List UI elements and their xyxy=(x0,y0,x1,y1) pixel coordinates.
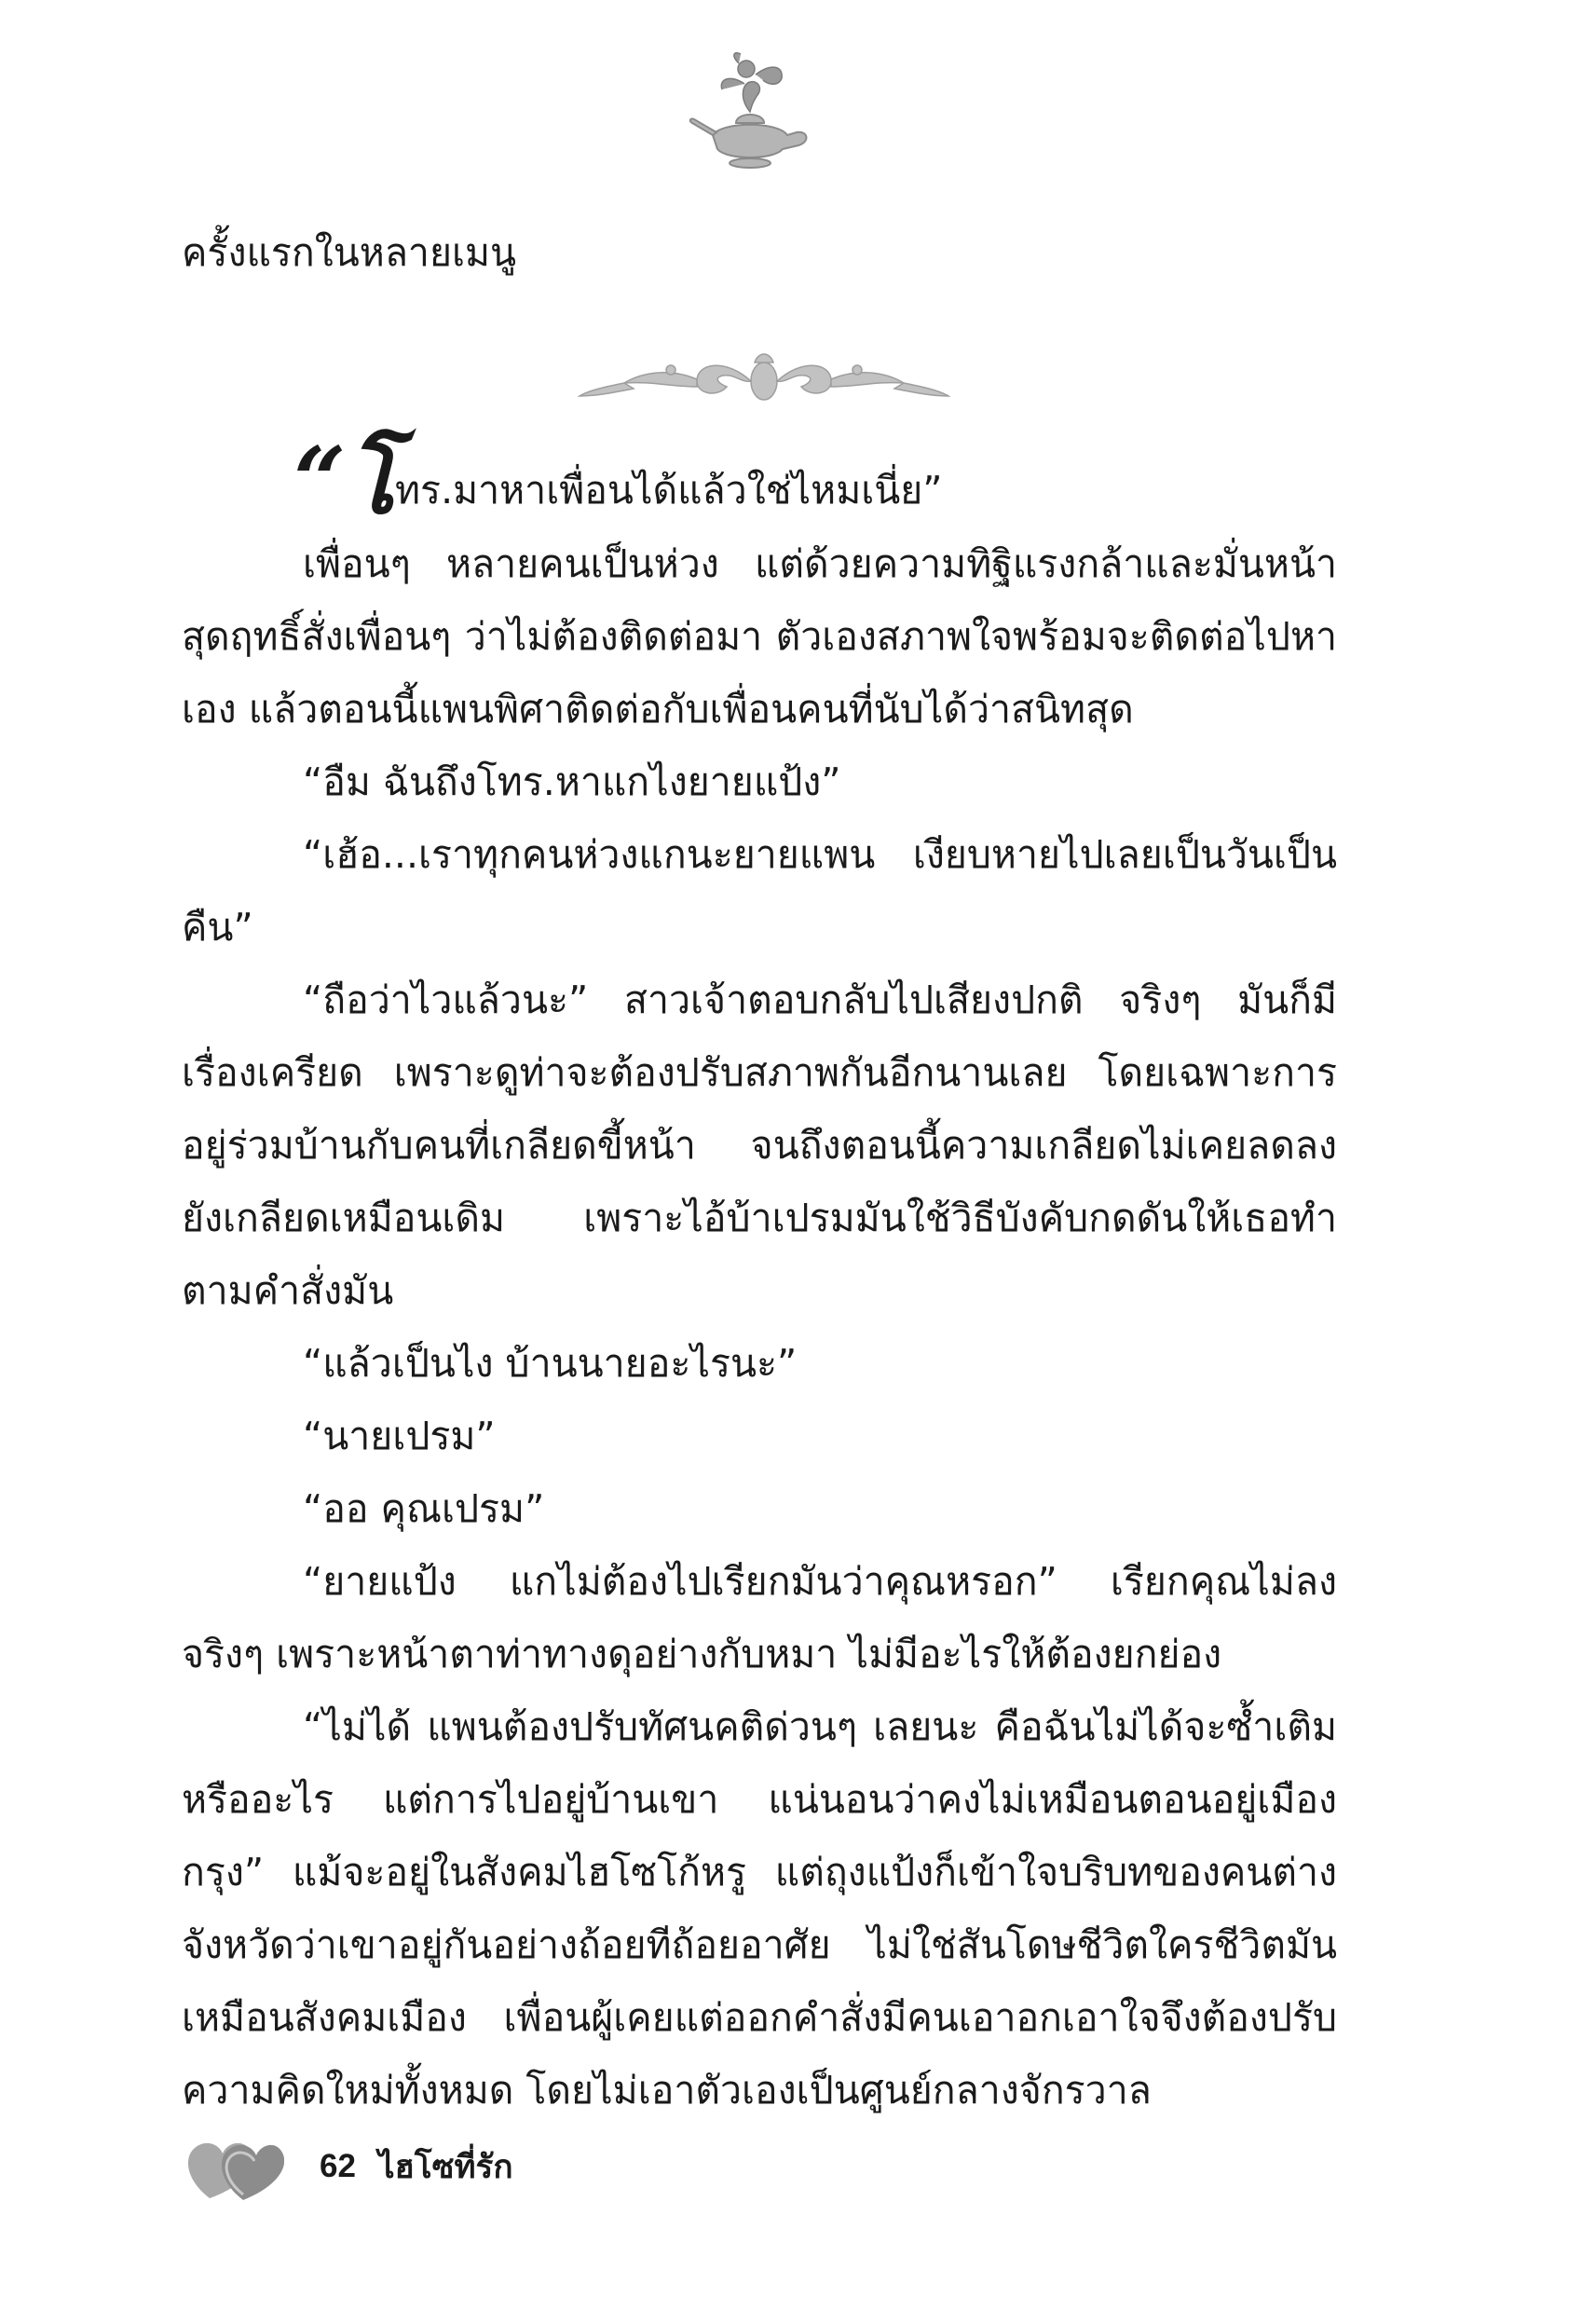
paragraph: “เฮ้อ...เราทุกคนห่วงแกนะยายแพน เงียบหายไปเลยเป็นวันเป็นคืน” xyxy=(182,832,1337,950)
paragraph-text: ทร.มาหาเพื่อนได้แล้วใช่ไหมเนี่ย” xyxy=(395,468,943,513)
paragraph: “ถือว่าไวแล้วนะ” สาวเจ้าตอบกลับไปเสียงปกติ จริงๆ มันก็มีเรื่องเครียด เพราะดูท่าจะต้องปรับสภาพกันอีกนานเลย โดยเฉพาะการอยู่ร่วมบ้านกับคนที่เกลียดขี้หน้า จนถึงตอนนี้ความเกลียดไม่เคยลดลง ยังเกลียดเหมือนเดิม เพราะไอ้บ้าเปรมมันใช้วิธีบังคับกดดันให้เธอทำตามคำสั่งมัน xyxy=(182,978,1337,1313)
paragraph: “ยายแป้ง แกไม่ต้องไปเรียกมันว่าคุณหรอก” เรียกคุณไม่ลงจริงๆ เพราะหน้าตาท่าทางดุอย่างกับหมา ไม่มีอะไรให้ต้องยกย่อง xyxy=(182,1559,1337,1676)
paragraph xyxy=(182,428,1337,535)
body-text xyxy=(182,428,1337,2126)
genie-lamp-icon xyxy=(685,47,815,177)
paragraph: “อืม ฉันถึงโทร.หาแกไงยายแป้ง” xyxy=(303,759,841,804)
continued-line: ครั้งแรกในหลายเมนู xyxy=(182,230,517,275)
book-title: ไฮโซที่รัก xyxy=(377,2148,513,2185)
hearts-icon xyxy=(182,2129,284,2204)
paragraph: “ออ คุณเปรม” xyxy=(303,1486,545,1531)
paragraph: “ไม่ได้ แพนต้องปรับทัศนคติด่วนๆ เลยนะ คือฉันไม่ได้จะซ้ำเติมหรืออะไร แต่การไปอยู่บ้านเขา แน่นอนว่าคงไม่เหมือนตอนอยู่เมืองกรุง” แม้จะอยู่ในสังคมไฮโซโก้หรู แต่ถุงแป้งก็เข้าใจบริบทของคนต่างจังหวัดว่าเขาอยู่กันอย่างถ้อยทีถ้อยอาศัย ไม่ใช่สันโดษชีวิตใครชีวิตมันเหมือนสังคมเมือง เพื่อนผู้เคยแต่ออกคำสั่งมีคนเอาอกเอาใจจึงต้องปรับความคิดใหม่ทั้งหมด โดยไม่เอาตัวเองเป็นศูนย์กลางจักรวาล xyxy=(182,1704,1337,2113)
paragraph: “นายเปรม” xyxy=(303,1414,496,1458)
paragraph: เพื่อนๆ หลายคนเป็นห่วง แต่ด้วยความทิฐิแรงกล้าและมั่นหน้าสุดฤทธิ์สั่งเพื่อนๆ ว่าไม่ต้องติดต่อมา ตัวเองสภาพใจพร้อมจะติดต่อไปหาเอง แล้วตอนนี้แพนพิศาติดต่อกับเพื่อนคนที่นับได้ว่าสนิทสุด xyxy=(182,541,1337,732)
page-number: 62 xyxy=(320,2148,356,2184)
page-footer xyxy=(182,2129,513,2204)
drop-cap: “โ xyxy=(293,428,396,535)
paragraph: “แล้วเป็นไง บ้านนายอะไรนะ” xyxy=(303,1341,798,1386)
scroll-ornament-icon xyxy=(578,349,950,407)
